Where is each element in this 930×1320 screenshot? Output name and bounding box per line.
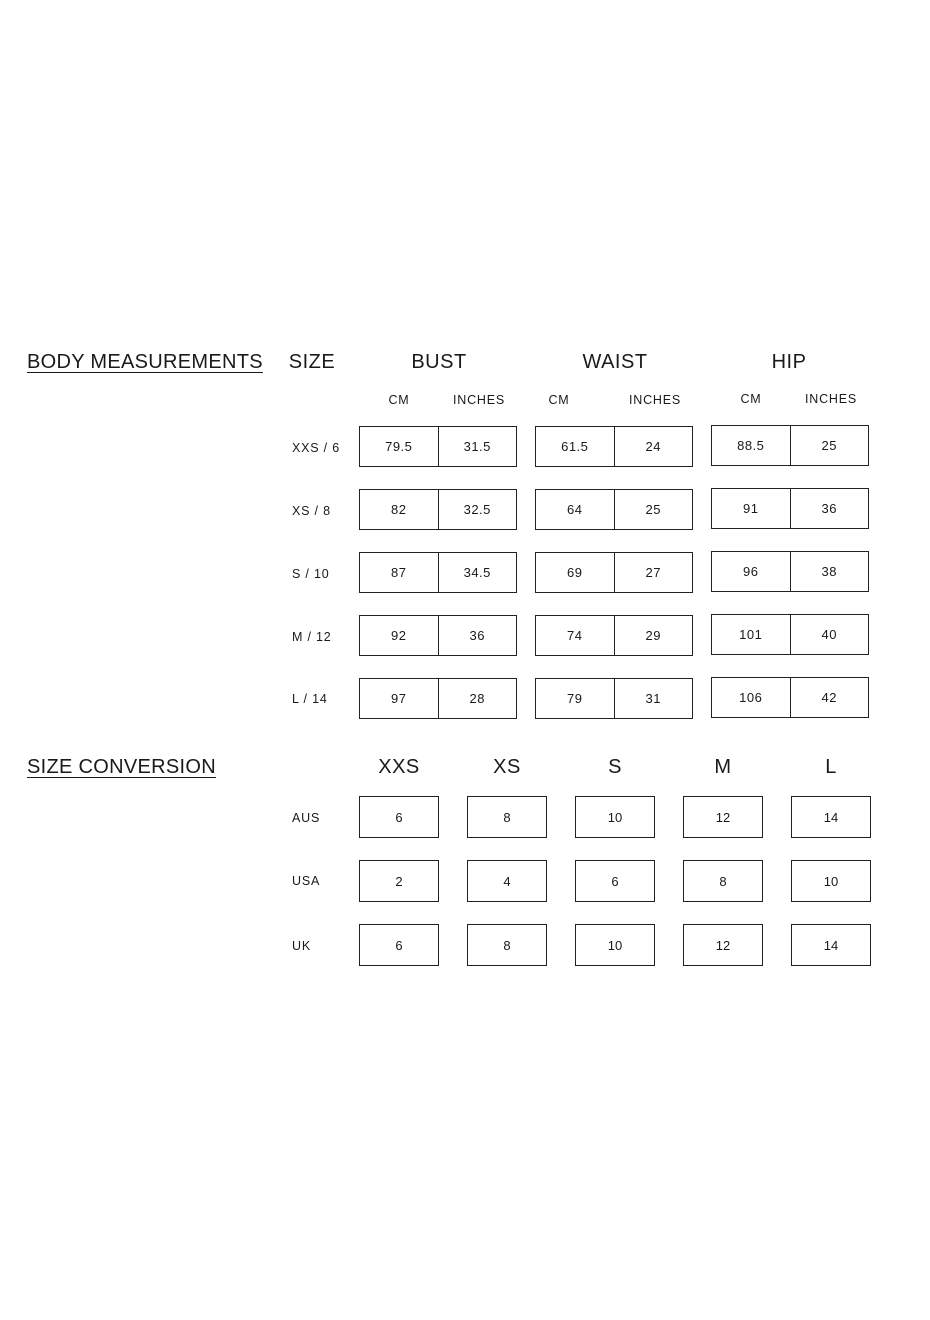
waist-cm-value: 79 [567,691,583,706]
hip-cm-header: CM [740,392,762,406]
size-row-label: S / 10 [292,567,330,581]
bust-cm-value: 87 [391,565,407,580]
conversion-cell: 6 [575,860,655,902]
conversion-cell: 10 [575,924,655,966]
waist-cm-value: 61.5 [561,439,589,454]
bust-cell-pair [359,552,517,593]
waist-inches-value: 24 [614,427,693,466]
hip-cell-pair [711,614,869,655]
conversion-cell: 2 [359,860,439,902]
size-row-label: XS / 8 [292,504,331,518]
bust-cm-value: 92 [391,628,407,643]
bust-cm-value: 79.5 [385,439,413,454]
region-label: USA [292,874,321,888]
waist-cell-pair [535,678,693,719]
conversion-cell: 10 [791,860,871,902]
conversion-cell: 8 [683,860,763,902]
size-row-label: M / 12 [292,630,332,644]
conversion-cell: 12 [683,924,763,966]
bust-cm-value: 97 [391,691,407,706]
bust-inches-value: 34.5 [438,553,517,592]
conversion-cell: 6 [359,796,439,838]
hip-inches-header: INCHES [804,392,858,406]
waist-cm-value: 74 [567,628,583,643]
hip-cell-pair [711,551,869,592]
bust-cell-pair [359,489,517,530]
size-row-label: L / 14 [292,692,328,706]
size-header-m: M [714,756,732,778]
waist-cell-pair [535,615,693,656]
hip-header: HIP [771,351,807,373]
hip-inches-value: 40 [790,615,869,654]
bust-cm-header: CM [388,393,410,407]
waist-cm-value: 64 [567,502,583,517]
waist-cell-pair [535,489,693,530]
bust-header: BUST [411,351,467,373]
waist-cell-pair [535,552,693,593]
conversion-cell: 4 [467,860,547,902]
bust-inches-value: 32.5 [438,490,517,529]
bust-inches-value: 28 [438,679,517,718]
size-header-xxs: XXS [378,756,420,778]
conversion-cell: 8 [467,924,547,966]
conversion-cell: 12 [683,796,763,838]
conversion-cell: 14 [791,796,871,838]
bust-inches-value: 31.5 [438,427,517,466]
region-label: AUS [292,811,321,825]
hip-cm-value: 91 [743,501,759,516]
bust-cell-pair [359,426,517,467]
body-measurements-title: BODY MEASUREMENTS [27,351,263,373]
size-header-l: L [825,756,837,778]
hip-cm-value: 96 [743,564,759,579]
hip-inches-value: 25 [790,426,869,465]
conversion-cell: 8 [467,796,547,838]
waist-inches-value: 27 [614,553,693,592]
conversion-cell: 14 [791,924,871,966]
size-header-s: S [608,756,622,778]
size-conversion-title: SIZE CONVERSION [27,756,216,778]
bust-inches-value: 36 [438,616,517,655]
bust-cm-value: 82 [391,502,407,517]
size-column-header: SIZE [288,351,336,373]
waist-cm-header: CM [548,393,570,407]
bust-inches-header: INCHES [452,393,506,407]
hip-inches-value: 36 [790,489,869,528]
waist-cell-pair [535,426,693,467]
hip-cm-value: 106 [739,690,763,705]
hip-cm-value: 101 [739,627,763,642]
size-header-xs: XS [493,756,521,778]
bust-cell-pair [359,615,517,656]
waist-inches-header: INCHES [628,393,682,407]
hip-cm-value: 88.5 [737,438,765,453]
hip-cell-pair [711,488,869,529]
size-row-label: XXS / 6 [292,441,340,455]
hip-inches-value: 38 [790,552,869,591]
hip-cell-pair [711,677,869,718]
waist-inches-value: 31 [614,679,693,718]
hip-inches-value: 42 [790,678,869,717]
hip-cell-pair [711,425,869,466]
waist-inches-value: 29 [614,616,693,655]
conversion-cell: 10 [575,796,655,838]
bust-cell-pair [359,678,517,719]
waist-inches-value: 25 [614,490,693,529]
conversion-cell: 6 [359,924,439,966]
waist-cm-value: 69 [567,565,583,580]
region-label: UK [292,939,311,953]
waist-header: WAIST [582,351,648,373]
